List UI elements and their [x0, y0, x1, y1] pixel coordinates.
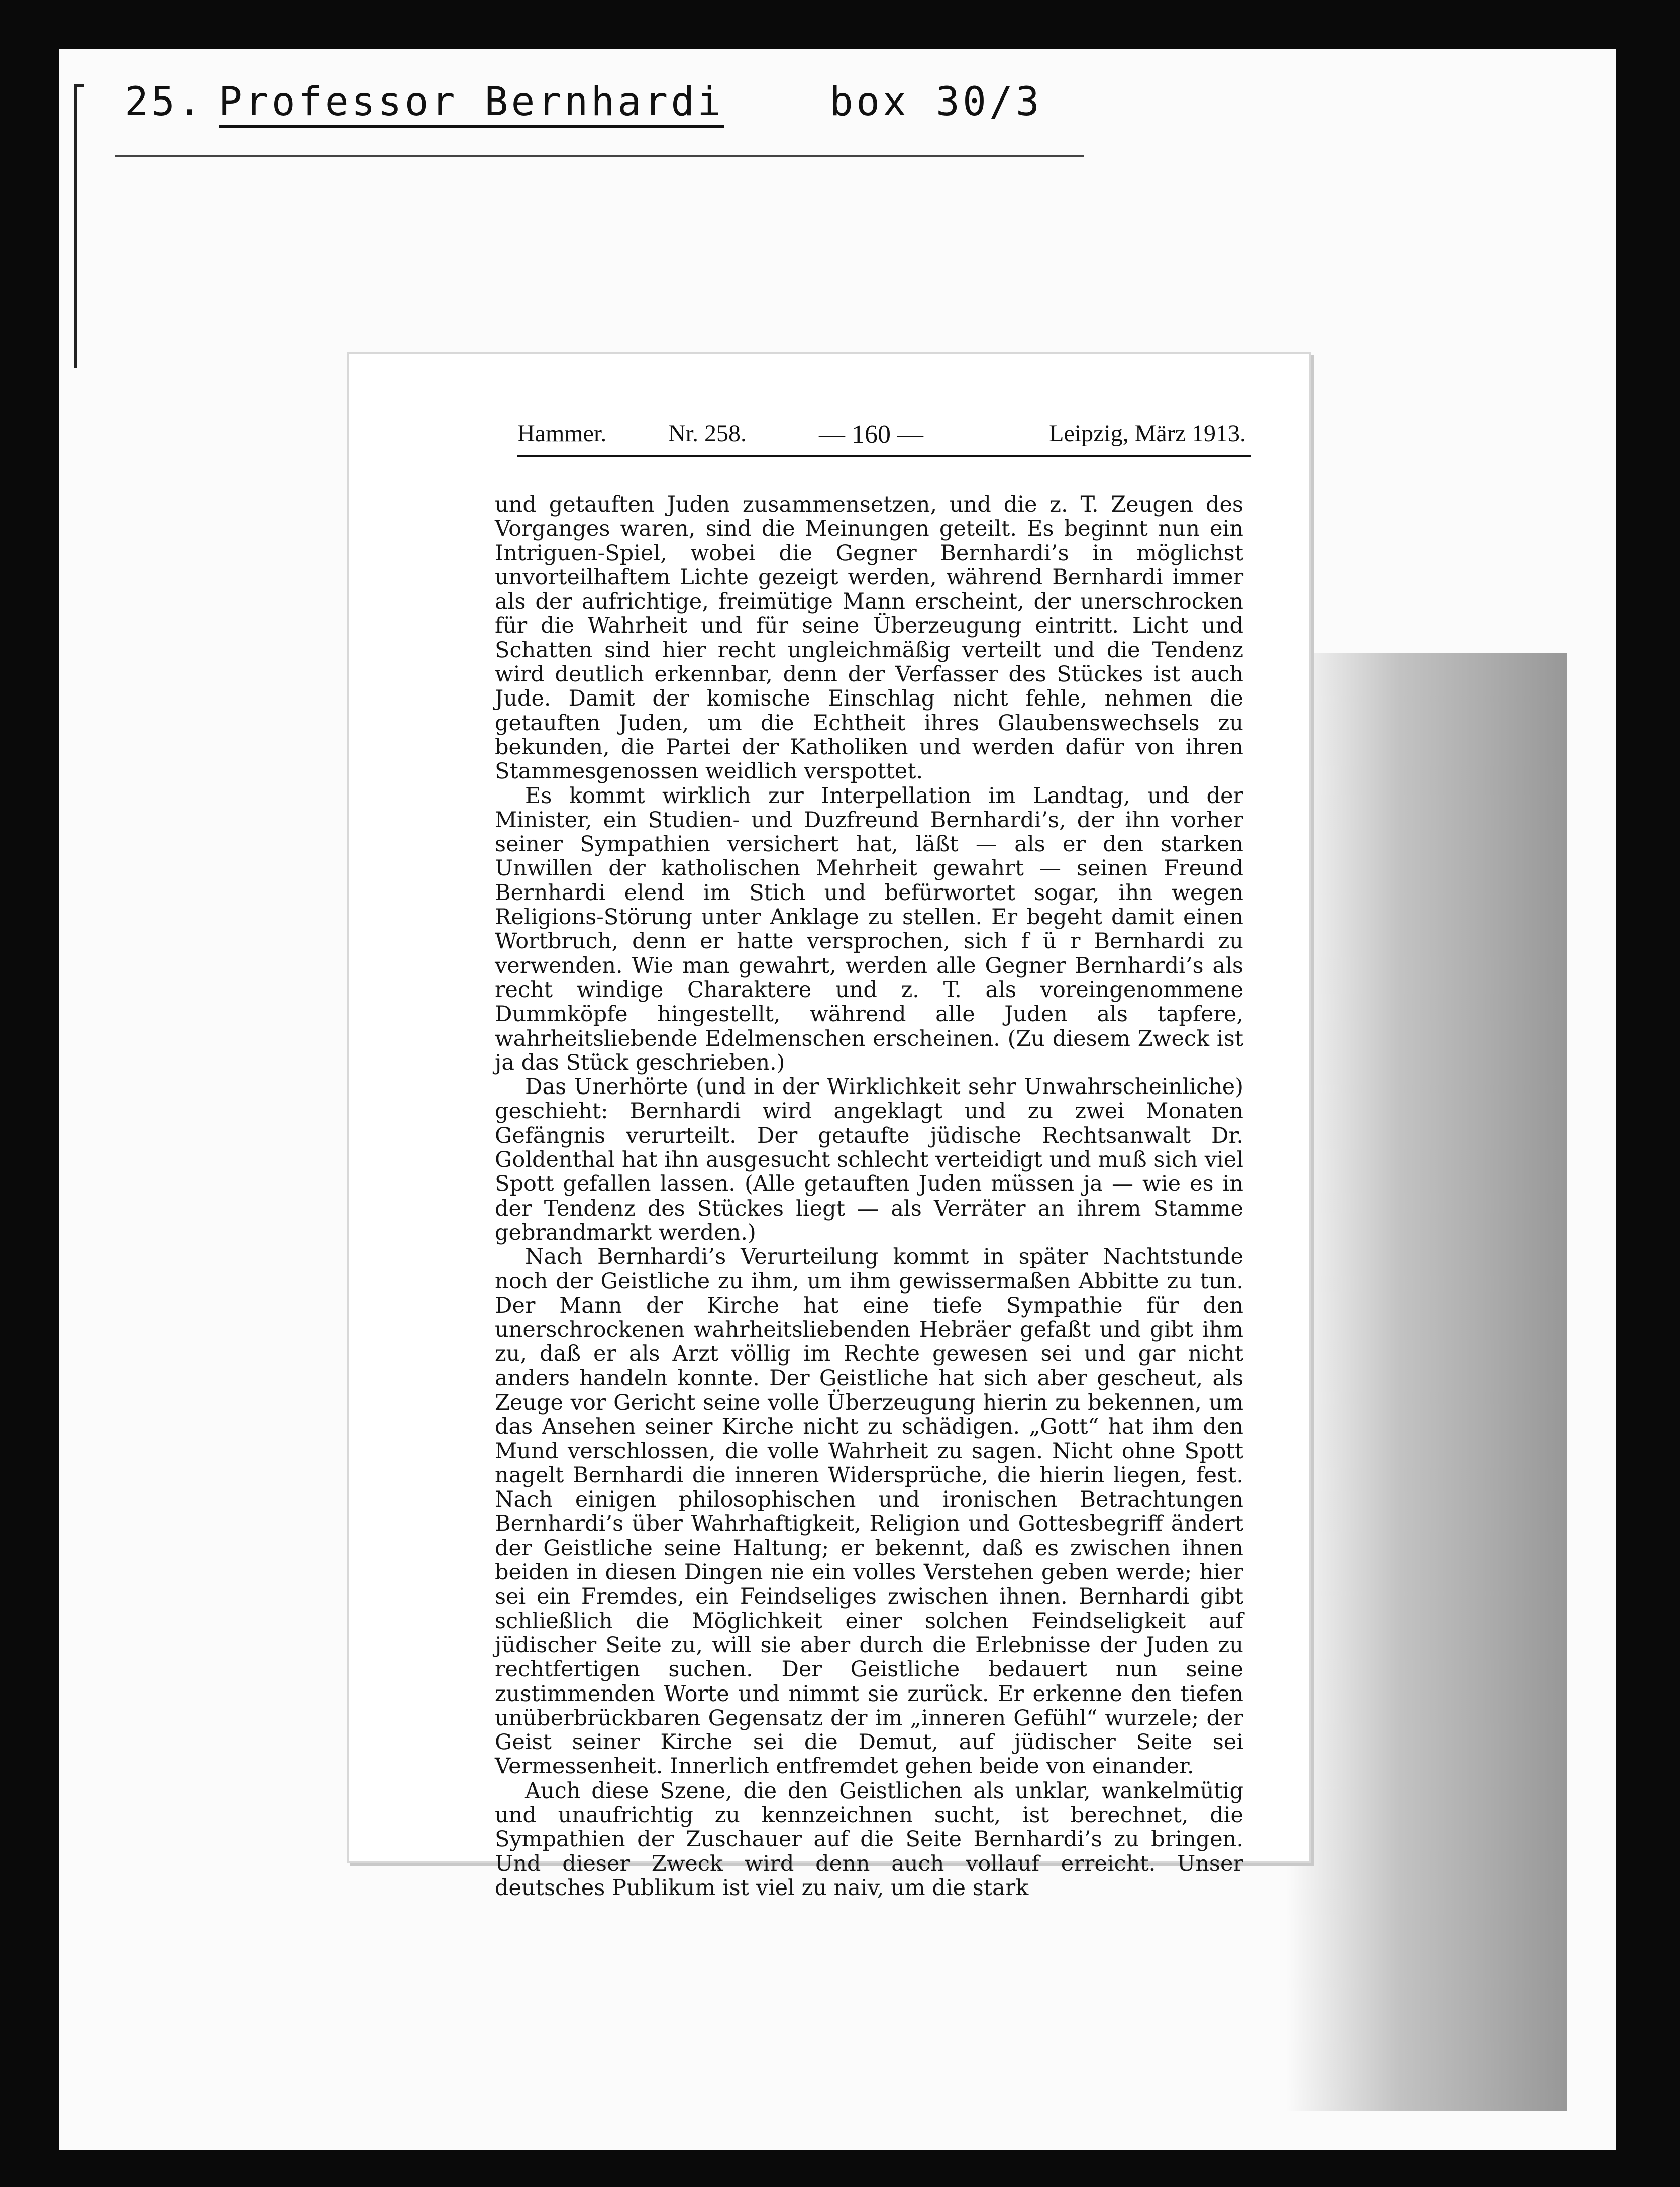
archive-title: Professor Bernhardi — [219, 79, 724, 128]
label-rule — [115, 155, 1084, 157]
archive-label — [125, 79, 1042, 125]
article-paragraph: und getauften Juden zusammensetzen, und die z. T. Zeugen des Vorganges waren, sind die Meinungen geteilt. Es beginnt nun ein Intriguen-Spiel, wobei die Gegner Bernhardi’s in möglichst unvorteilhaftem Lichte gezeigt werden, während Bernhardi immer als der aufrichtige, freimütige Mann erscheint, der unerschrocken für die Wahrheit und für seine Überzeugung eintritt. Licht und Schatten sind hier recht ungleichmäßig verteilt und die Tendenz wird deutlich erkennbar, denn der Verfasser des Stückes ist auch Jude. Damit der komische Einschlag nicht fehle, nehmen die getauften Juden, um die Echtheit ihres Glaubenswechsels zu bekunden, die Partei der Katholiken und werden dafür von ihren Stammesgenossen weidlich verspottet. — [495, 492, 1243, 784]
header-page-number: — 160 — — [819, 420, 923, 449]
header-place-date: Leipzig, März 1913. — [1049, 420, 1246, 447]
corner-bracket-mark — [74, 84, 84, 368]
article-paragraph: Auch diese Szene, die den Geistlichen als unklar, wankelmütig und unaufrichtig zu kennzeichnen sucht, ist berechnet, die Sympathien der Zuschauer auf die Seite Bernhardi’s zu bringen. Und dieser Zweck wird denn auch vollauf erreicht. Unser deutsches Publikum ist viel zu naiv, um die stark — [495, 1778, 1243, 1901]
clipping-header — [517, 420, 1251, 457]
article-paragraph: Es kommt wirklich zur Interpellation im Landtag, und der Minister, ein Studien- und Duzfreund Bernhardi’s, der ihn vorher seiner Sympathien versichert hat, läßt — als er den starken Unwillen der katholischen Mehrheit gewahrt — seinen Freund Bernhardi elend im Stich und befürwortet sogar, ihn wegen Religions-Störung unter Anklage zu stellen. Er begeht damit einen Wortbruch, denn er hatte versprochen, sich f ü r Bernhardi zu verwenden. Wie man gewahrt, werden alle Gegner Bernhardi’s als recht windige Charaktere und z. T. als voreingenommene Dummköpfe hingestellt, während alle Juden als tapfere, wahrheitsliebende Edelmenschen erscheinen. (Zu diesem Zweck ist ja das Stück geschrieben.) — [495, 783, 1243, 1075]
header-issue-number: Nr. 258. — [668, 420, 747, 447]
header-paper-name: Hammer. — [517, 420, 607, 447]
scan-shadow — [1286, 653, 1567, 2111]
article-paragraph: Nach Bernhardi’s Verurteilung kommt in später Nachtstunde noch der Geistliche zu ihm, um ihm gewissermaßen Abbitte zu tun. Der Mann der Kirche hat eine tiefe Sympathie für den unerschrockenen wahrheitsliebenden Hebräer gefaßt und gibt ihm zu, daß er als Arzt völlig im Rechte gewesen sei und gar nicht anders handeln konnte. Der Geistliche hat sich aber gescheut, als Zeuge vor Gericht seine volle Überzeugung hierin zu bekennen, um das Ansehen seiner Kirche nicht zu schädigen. „Gott“ hat ihm den Mund verschlossen, die volle Wahrheit zu sagen. Nicht ohne Spott nagelt Bernhardi die inneren Widersprüche, die hierin liegen, fest. Nach einigen philosophischen und ironischen Betrachtungen Bernhardi’s über Wahrhaftigkeit, Religion und Gottesbegriff ändert der Geistliche seine Haltung; er bekennt, daß es zwischen ihnen beiden in diesen Dingen nie ein volles Verstehen geben werde; hier sei ein Fremdes, ein Feindseliges zwischen ihnen. Bernhardi gibt schließlich die Möglichkeit einer solchen Feindseligkeit auf jüdischer Seite zu, will sie aber durch die Erlebnisse der Juden zu rechtfertigen suchen. Der Geistliche bedauert nun seine zustimmenden Worte und nimmt sie zurück. Er erkenne den tiefen unüberbrückbaren Gegensatz der im „inneren Gefühl“ wurzele; der Geist seiner Kirche sei die Demut, auf jüdischer Seite sei Vermessenheit. Innerlich entfremdet gehen beide von einander. — [495, 1244, 1243, 1779]
article-body — [495, 492, 1243, 1901]
archive-number: 25. — [125, 79, 204, 125]
article-paragraph: Das Unerhörte (und in der Wirklichkeit sehr Unwahrscheinliche) geschieht: Bernhardi wird angeklagt und zu zwei Monaten Gefängnis verurteilt. Der getaufte jüdische Rechtsanwalt Dr. Goldenthal hat ihn ausgesucht schlecht verteidigt und muß sich viel Spott gefallen lassen. (Alle getauften Juden müssen ja — wie es in der Tendenz des Stückes liegt — als Verräter an ihrem Stamme gebrandmarkt werden.) — [495, 1074, 1243, 1245]
archive-box: box 30/3 — [829, 79, 1042, 125]
